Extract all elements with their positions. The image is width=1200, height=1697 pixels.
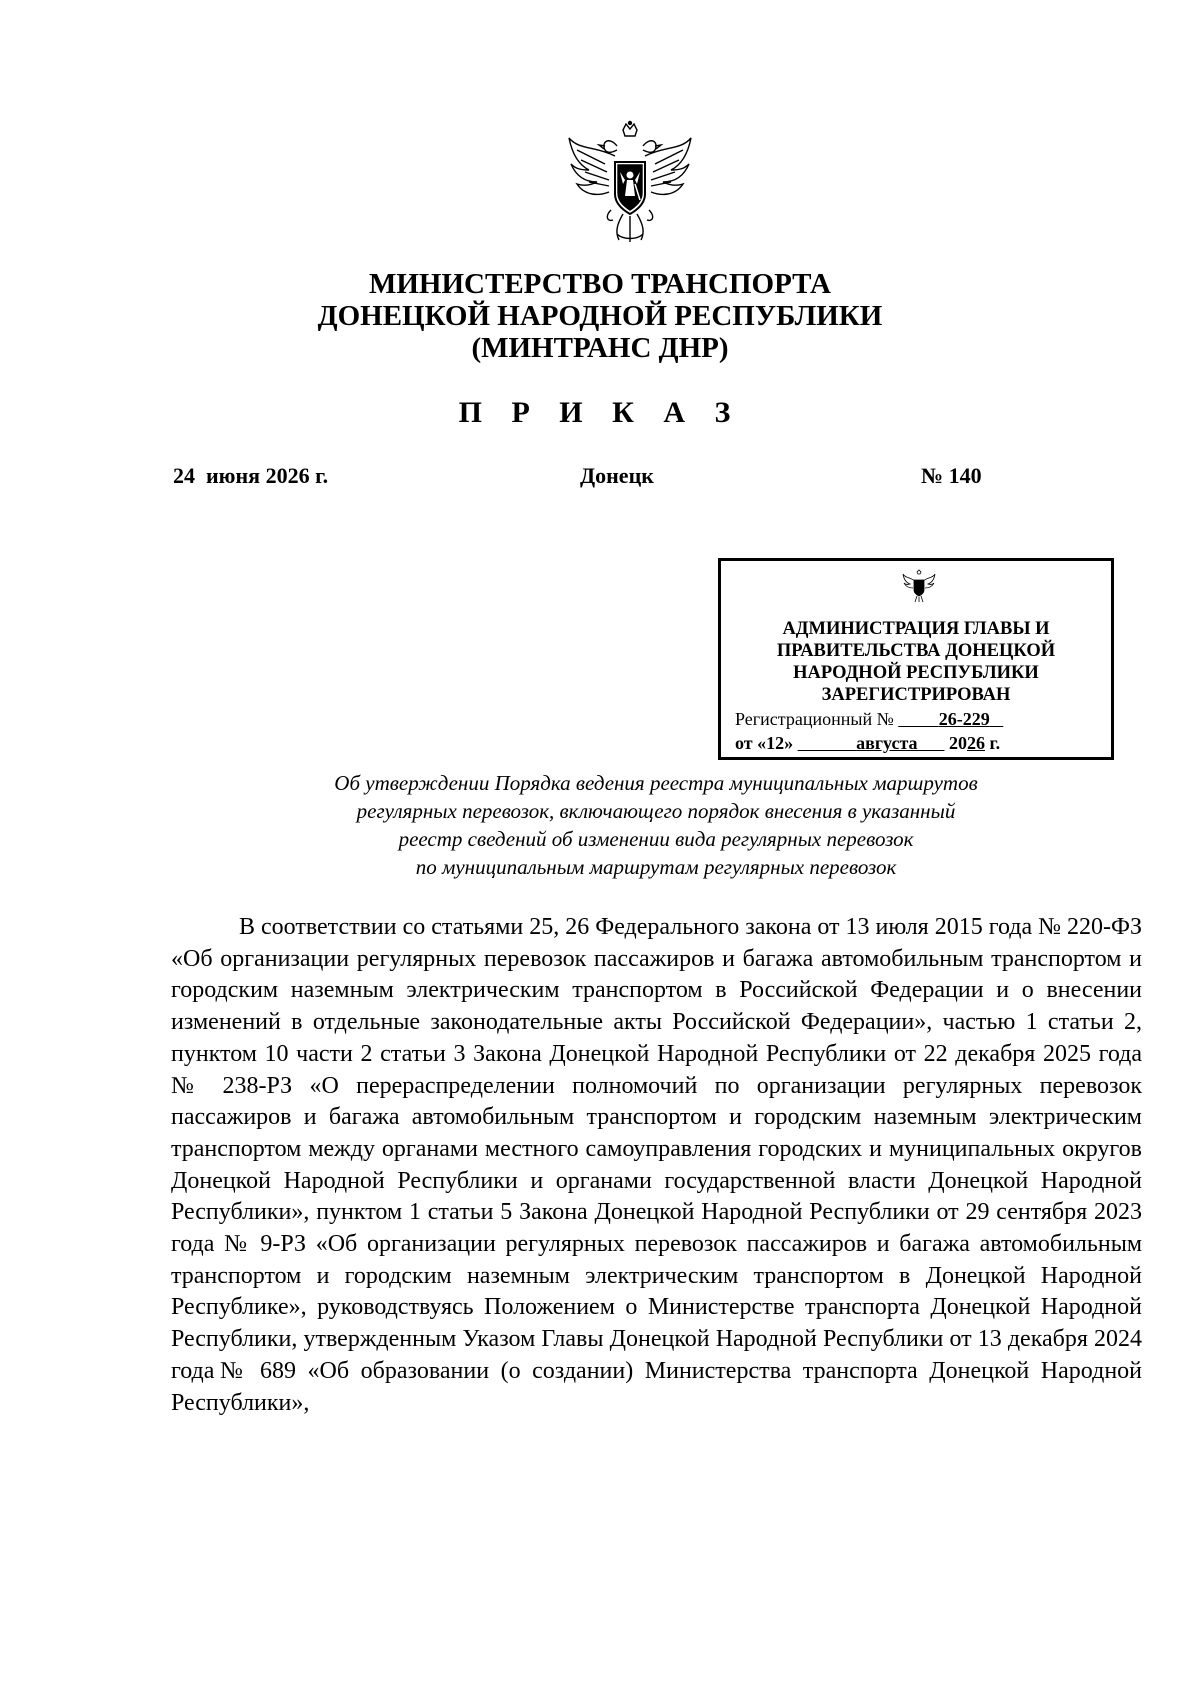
stamp-date-year-suffix: 26 [967, 733, 986, 753]
stamp-reg-number: 26-229 [938, 709, 990, 729]
stamp-date-month: августа [856, 733, 918, 753]
stamp-title-line-3: НАРОДНОЙ РЕСПУБЛИКИ [793, 663, 1039, 683]
stamp-reg-number-line [735, 709, 1003, 730]
stamp-title-line-2: ПРАВИТЕЛЬСТВА ДОНЕЦКОЙ [776, 641, 1056, 661]
subject-line-4: по муниципальным маршрутам регулярных перевозок [415, 855, 897, 879]
subject-line-2: регулярных перевозок, включающего порядок внесения в указанный [356, 799, 956, 823]
stamp-title-line-4: ЗАРЕГИСТРИРОВАН [821, 685, 1011, 705]
order-subject [0, 769, 1200, 881]
ministry-line-2: ДОНЕЦКОЙ НАРОДНОЙ РЕСПУБЛИКИ [317, 300, 883, 332]
dpr-coat-of-arms-icon [565, 120, 695, 250]
stamp-reg-number-label: Регистрационный № [735, 709, 894, 729]
stamp-date-year-end: г. [985, 733, 1001, 753]
stamp-date-year-prefix: 20 [949, 733, 968, 753]
order-title: П Р И К А З [458, 396, 742, 429]
order-city: Донецк [580, 463, 654, 488]
stamp-emblem-icon [902, 569, 936, 603]
stamp-date-prefix: от «12» [735, 733, 794, 753]
order-number: № 140 [921, 463, 982, 488]
ministry-header [0, 268, 1200, 364]
order-date: 24 июня 2026 г. [173, 463, 329, 488]
stamp-date-line [735, 733, 1000, 754]
subject-line-3: реестр сведений об изменении вида регулярных перевозок [398, 827, 914, 851]
registration-stamp [718, 558, 1114, 760]
stamp-title [721, 618, 1111, 706]
ministry-line-1: МИНИСТЕРСТВО ТРАНСПОРТА [369, 268, 831, 300]
ministry-line-3: (МИНТРАНС ДНР) [471, 332, 729, 364]
order-body-paragraph: В соответствии со статьями 25, 26 Федерального закона от 13 июля 2015 года № 220-ФЗ «Об организации регулярных перевозок пассажиров и багажа автомобильным транспортом и городским наземным электрическим транспортом в Российской Федерации и о внесении изменений в отдельные законодательные акты Российской Федерации», частью 1 статьи 2, пунктом 10 части 2 статьи 3 Закона Донецкой Народной Республики от 22 декабря 2025 года № 238-РЗ «О перераспределении полномочий по организации регулярных перевозок пассажиров и багажа автомобильным транспортом и городским наземным электрическим транспортом между органами местного самоуправления городских и муниципальных округов Донецкой Народной Республики и органами государственной власти Донецкой Народной Республики», пунктом 1 статьи 5 Закона Донецкой Народной Республики от 29 сентября 2023 года № 9-РЗ «Об организации регулярных перевозок пассажиров и багажа автомобильным транспортом и городским наземным электрическим транспортом в Донецкой Народной Республике», руководствуясь Положением о Министерстве транспорта Донецкой Народной Республики, утвержденным Указом Главы Донецкой Народной Республики от 13 декабря 2024 года№ 689 «Об образовании (о создании) Министерства транспорта Донецкой Народной Республики», [171, 914, 1142, 1416]
subject-line-1: Об утверждении Порядка ведения реестра муниципальных маршрутов [334, 771, 978, 795]
stamp-title-line-1: АДМИНИСТРАЦИЯ ГЛАВЫ И [782, 619, 1050, 639]
